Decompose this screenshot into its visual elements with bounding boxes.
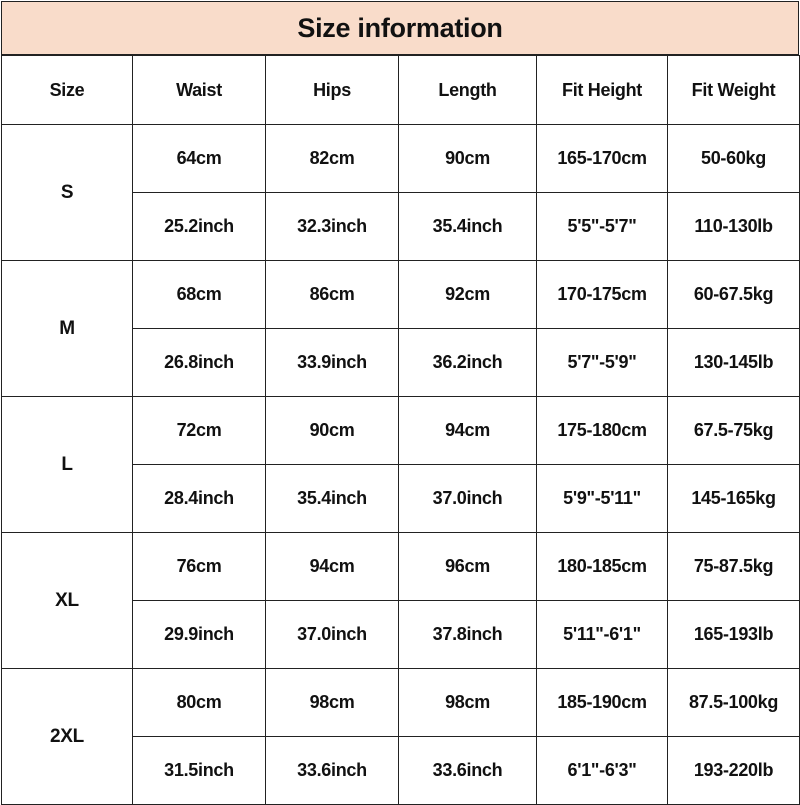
length-cell: 37.8inch — [399, 601, 537, 669]
fit-weight-cell: 60-67.5kg — [668, 261, 800, 329]
hips-cell: 86cm — [266, 261, 399, 329]
column-header-fit-weight: Fit Weight — [668, 56, 800, 125]
fit-height-cell: 175-180cm — [537, 397, 668, 465]
hips-cell: 33.9inch — [266, 329, 399, 397]
fit-height-cell: 185-190cm — [537, 669, 668, 737]
size-label: M — [2, 261, 133, 397]
fit-weight-cell: 75-87.5kg — [668, 533, 800, 601]
waist-cell: 76cm — [133, 533, 266, 601]
waist-cell: 80cm — [133, 669, 266, 737]
size-table — [1, 55, 800, 805]
hips-cell: 33.6inch — [266, 737, 399, 805]
table-row — [2, 533, 800, 601]
fit-weight-cell: 110-130lb — [668, 193, 800, 261]
fit-weight-cell: 50-60kg — [668, 125, 800, 193]
fit-height-cell: 5'7"-5'9" — [537, 329, 668, 397]
size-label: XL — [2, 533, 133, 669]
hips-cell: 35.4inch — [266, 465, 399, 533]
waist-cell: 72cm — [133, 397, 266, 465]
table-row — [2, 669, 800, 737]
column-header-length: Length — [399, 56, 537, 125]
length-cell: 37.0inch — [399, 465, 537, 533]
fit-height-cell: 180-185cm — [537, 533, 668, 601]
page-title: Size information — [1, 1, 799, 55]
fit-height-cell: 5'5"-5'7" — [537, 193, 668, 261]
fit-weight-cell: 145-165kg — [668, 465, 800, 533]
fit-height-cell: 5'9"-5'11" — [537, 465, 668, 533]
waist-cell: 25.2inch — [133, 193, 266, 261]
table-row — [2, 397, 800, 465]
column-header-waist: Waist — [133, 56, 266, 125]
fit-height-cell: 5'11"-6'1" — [537, 601, 668, 669]
fit-weight-cell: 67.5-75kg — [668, 397, 800, 465]
column-header-hips: Hips — [266, 56, 399, 125]
hips-cell: 82cm — [266, 125, 399, 193]
table-row — [2, 125, 800, 193]
waist-cell: 31.5inch — [133, 737, 266, 805]
waist-cell: 29.9inch — [133, 601, 266, 669]
hips-cell: 90cm — [266, 397, 399, 465]
length-cell: 98cm — [399, 669, 537, 737]
length-cell: 36.2inch — [399, 329, 537, 397]
waist-cell: 26.8inch — [133, 329, 266, 397]
fit-height-cell: 165-170cm — [537, 125, 668, 193]
size-label: 2XL — [2, 669, 133, 805]
hips-cell: 37.0inch — [266, 601, 399, 669]
fit-height-cell: 170-175cm — [537, 261, 668, 329]
waist-cell: 64cm — [133, 125, 266, 193]
length-cell: 33.6inch — [399, 737, 537, 805]
header-row — [2, 56, 800, 125]
fit-weight-cell: 193-220lb — [668, 737, 800, 805]
fit-weight-cell: 130-145lb — [668, 329, 800, 397]
size-label: L — [2, 397, 133, 533]
hips-cell: 94cm — [266, 533, 399, 601]
length-cell: 94cm — [399, 397, 537, 465]
size-label: S — [2, 125, 133, 261]
column-header-fit-height: Fit Height — [537, 56, 668, 125]
length-cell: 90cm — [399, 125, 537, 193]
waist-cell: 68cm — [133, 261, 266, 329]
fit-weight-cell: 87.5-100kg — [668, 669, 800, 737]
fit-height-cell: 6'1"-6'3" — [537, 737, 668, 805]
column-header-size: Size — [2, 56, 133, 125]
hips-cell: 98cm — [266, 669, 399, 737]
length-cell: 35.4inch — [399, 193, 537, 261]
hips-cell: 32.3inch — [266, 193, 399, 261]
fit-weight-cell: 165-193lb — [668, 601, 800, 669]
length-cell: 92cm — [399, 261, 537, 329]
waist-cell: 28.4inch — [133, 465, 266, 533]
length-cell: 96cm — [399, 533, 537, 601]
table-row — [2, 261, 800, 329]
